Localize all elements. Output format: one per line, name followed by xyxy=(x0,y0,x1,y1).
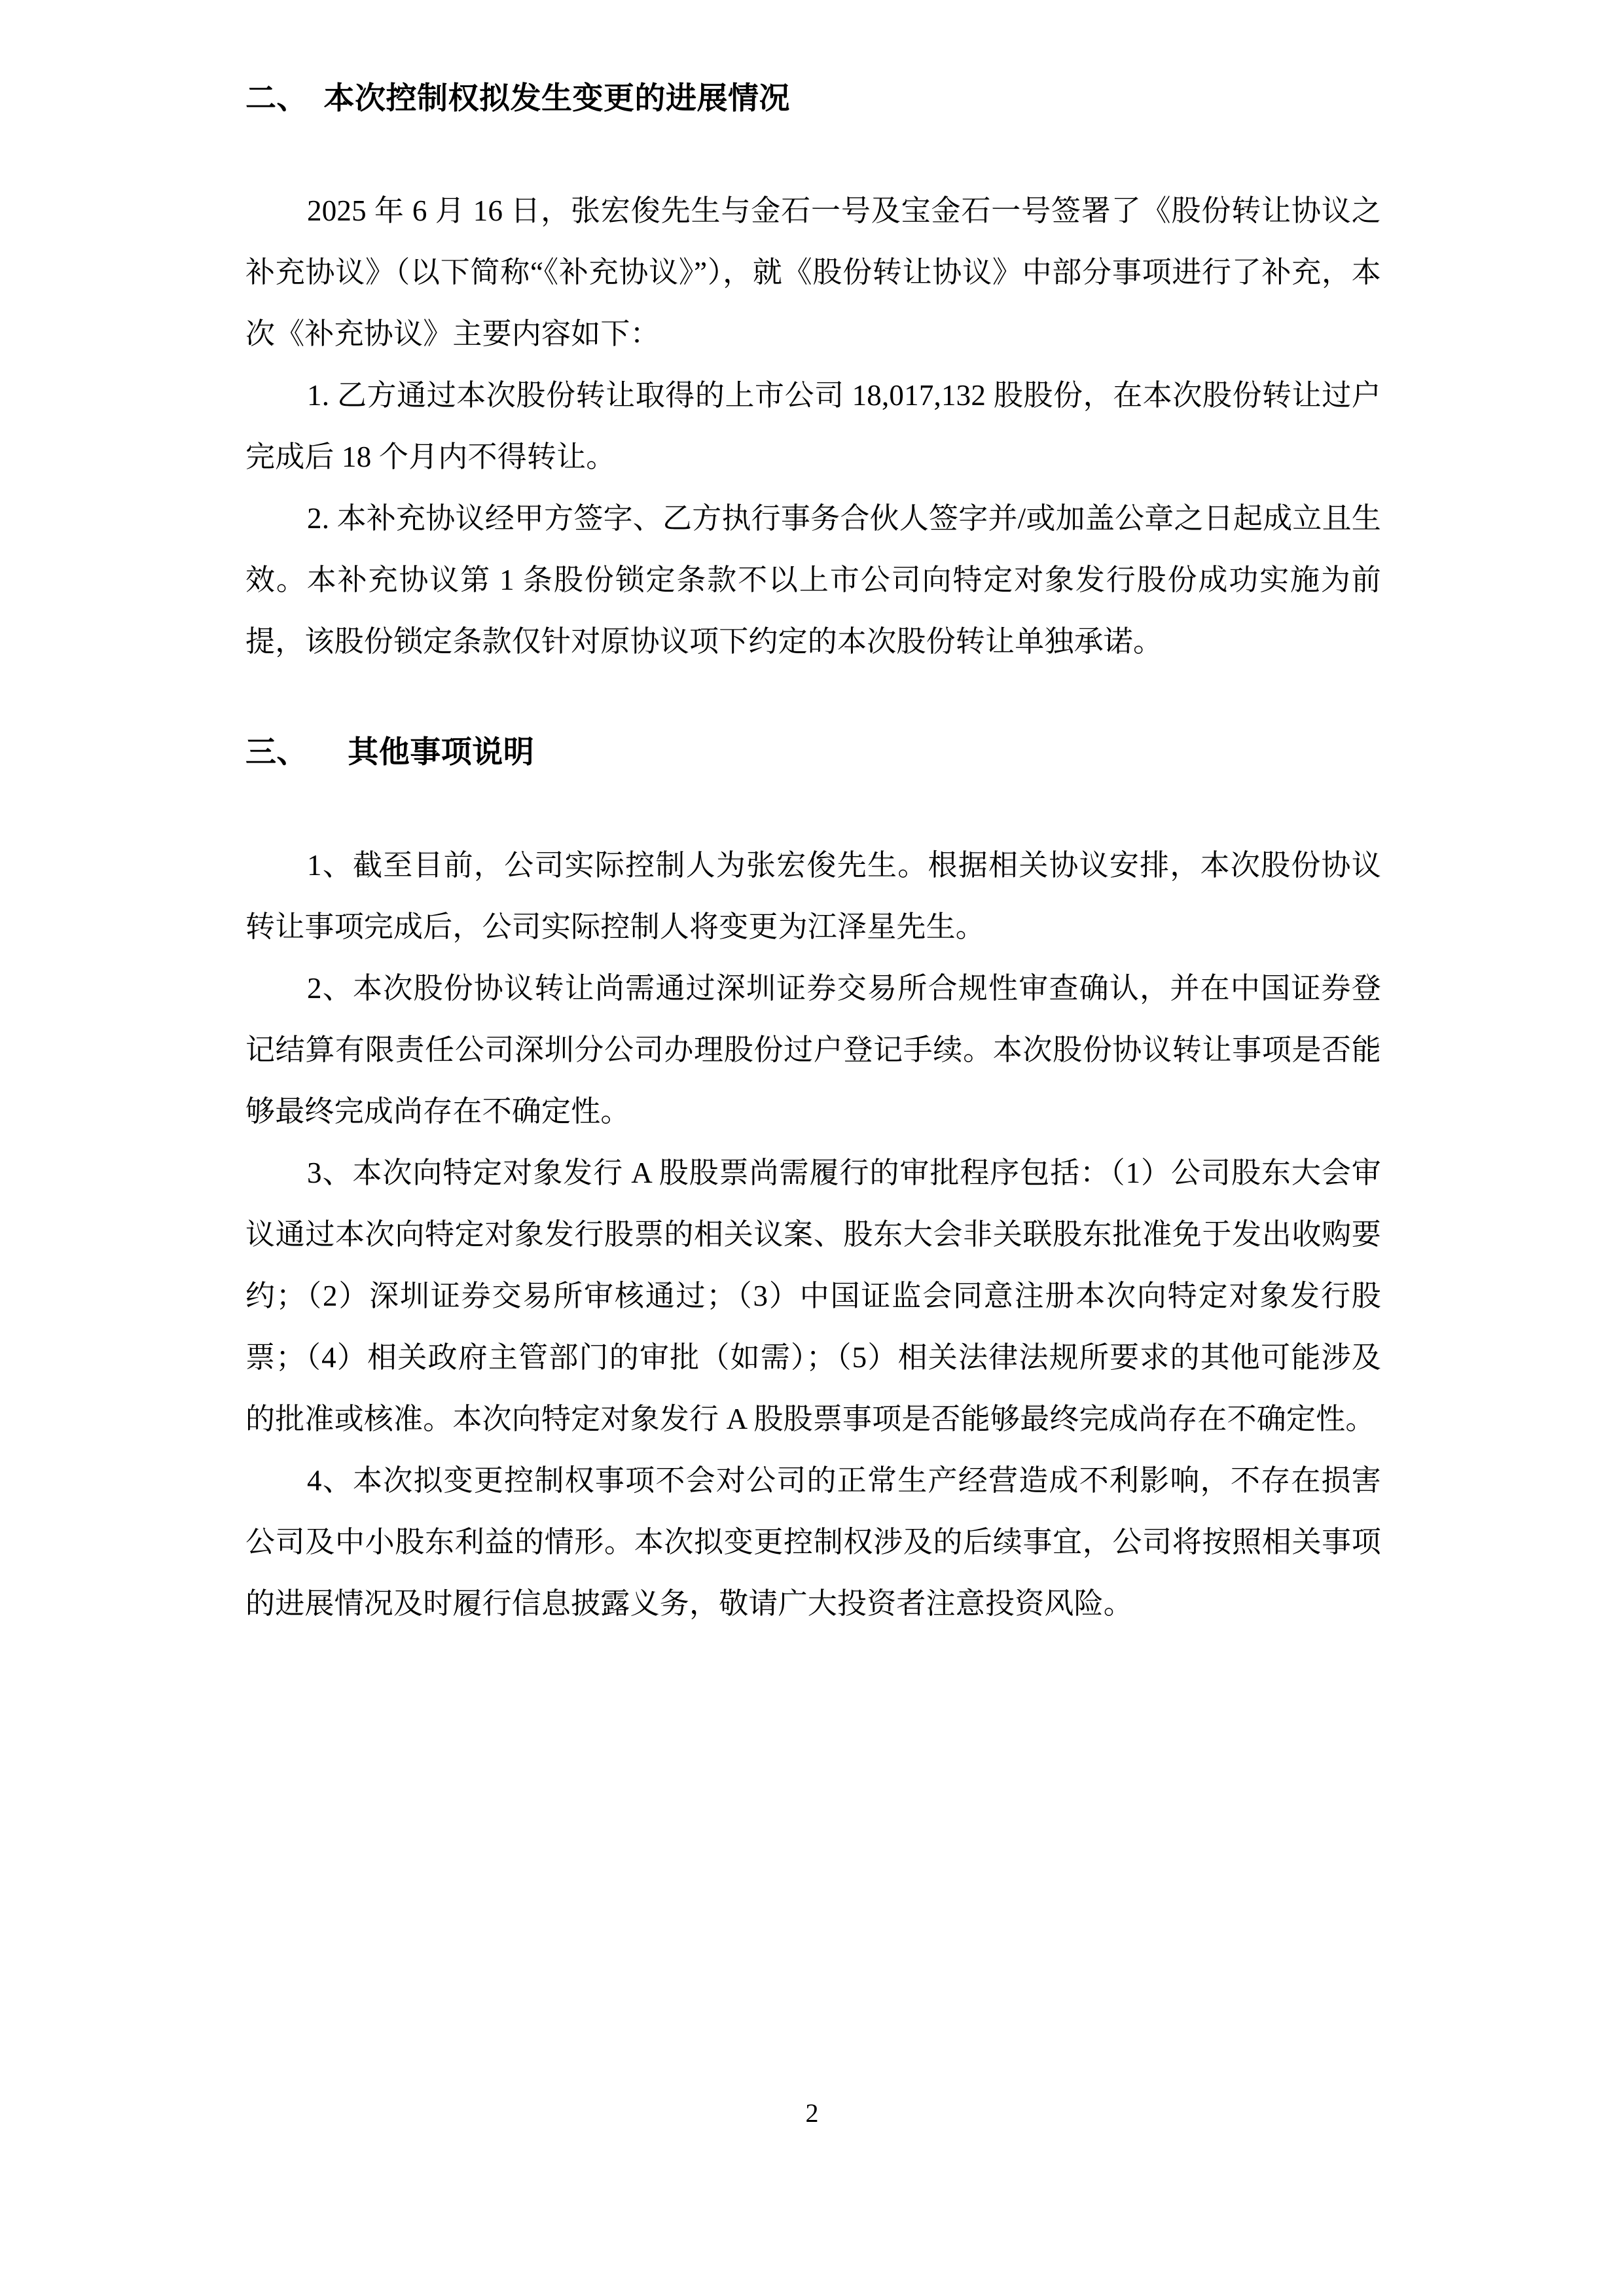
page-content xyxy=(245,79,1381,1634)
section-two-heading-gap xyxy=(308,82,324,116)
paragraph-section-two-intro: 2025 年 6 月 16 日，张宏俊先生与金石一号及宝金石一号签署了《股份转让协议之补充协议》（以下简称“《补充协议》”），就《股份转让协议》中部分事项进行了补充，本次《补充协议》主要内容如下： xyxy=(245,194,1381,351)
section-three-heading-gap xyxy=(308,736,348,770)
section-heading-two xyxy=(245,79,1381,120)
paragraph-section-three-item-4: 4、本次拟变更控制权事项不会对公司的正常生产经营造成不利影响，不存在损害公司及中小股东利益的情形。本次拟变更控制权涉及的后续事宜，公司将按照相关事项的进展情况及时履行信息披露义务，敬请广大投资者注意投资风险。 xyxy=(245,1463,1381,1620)
section-three-heading-text xyxy=(245,732,1381,774)
section-three-heading-title: 其他事项说明 xyxy=(348,736,535,770)
paragraph-section-three-item-1: 1、截至目前，公司实际控制人为张宏俊先生。根据相关协议安排，本次股份协议转让事项完成后，公司实际控制人将变更为江泽星先生。 xyxy=(245,848,1381,943)
section-two-heading-title: 本次控制权拟发生变更的进展情况 xyxy=(323,82,790,116)
paragraph-section-three-item-2: 2、本次股份协议转让尚需通过深圳证券交易所合规性审查确认，并在中国证券登记结算有限责任公司深圳分公司办理股份过户登记手续。本次股份协议转让事项是否能够最终完成尚存在不确定性。 xyxy=(245,971,1381,1128)
page-number: 2 xyxy=(805,2098,819,2128)
spacer xyxy=(245,120,1381,180)
section-three-heading-number: 三、 xyxy=(245,736,308,770)
spacer xyxy=(245,774,1381,834)
section-two-heading-number: 二、 xyxy=(245,82,308,116)
section-two-heading-text xyxy=(245,79,1381,120)
paragraph-section-two-item-1: 1. 乙方通过本次股份转让取得的上市公司 18,017,132 股股份，在本次股份转让过户完成后 18 个月内不得转让。 xyxy=(245,379,1381,474)
section-heading-three xyxy=(245,732,1381,774)
paragraph-section-two-item-2: 2. 本补充协议经甲方签字、乙方执行事务合伙人签字并/或加盖公章之日起成立且生效。本补充协议第 1 条股份锁定条款不以上市公司向特定对象发行股份成功实施为前提，该股份锁定条款仅针对原协议项下约定的本次股份转让单独承诺。 xyxy=(245,502,1381,658)
spacer xyxy=(245,672,1381,732)
paragraph-section-three-item-3: 3、本次向特定对象发行 A 股股票尚需履行的审批程序包括：（1）公司股东大会审议通过本次向特定对象发行股票的相关议案、股东大会非关联股东批准免于发出收购要约；（2）深圳证券交易所审核通过；（3）中国证监会同意注册本次向特定对象发行股票；（4）相关政府主管部门的审批（如需）；（5）相关法律法规所要求的其他可能涉及的批准或核准。本次向特定对象发行 A 股股票事项是否能够最终完成尚存在不确定性。 xyxy=(245,1156,1381,1435)
